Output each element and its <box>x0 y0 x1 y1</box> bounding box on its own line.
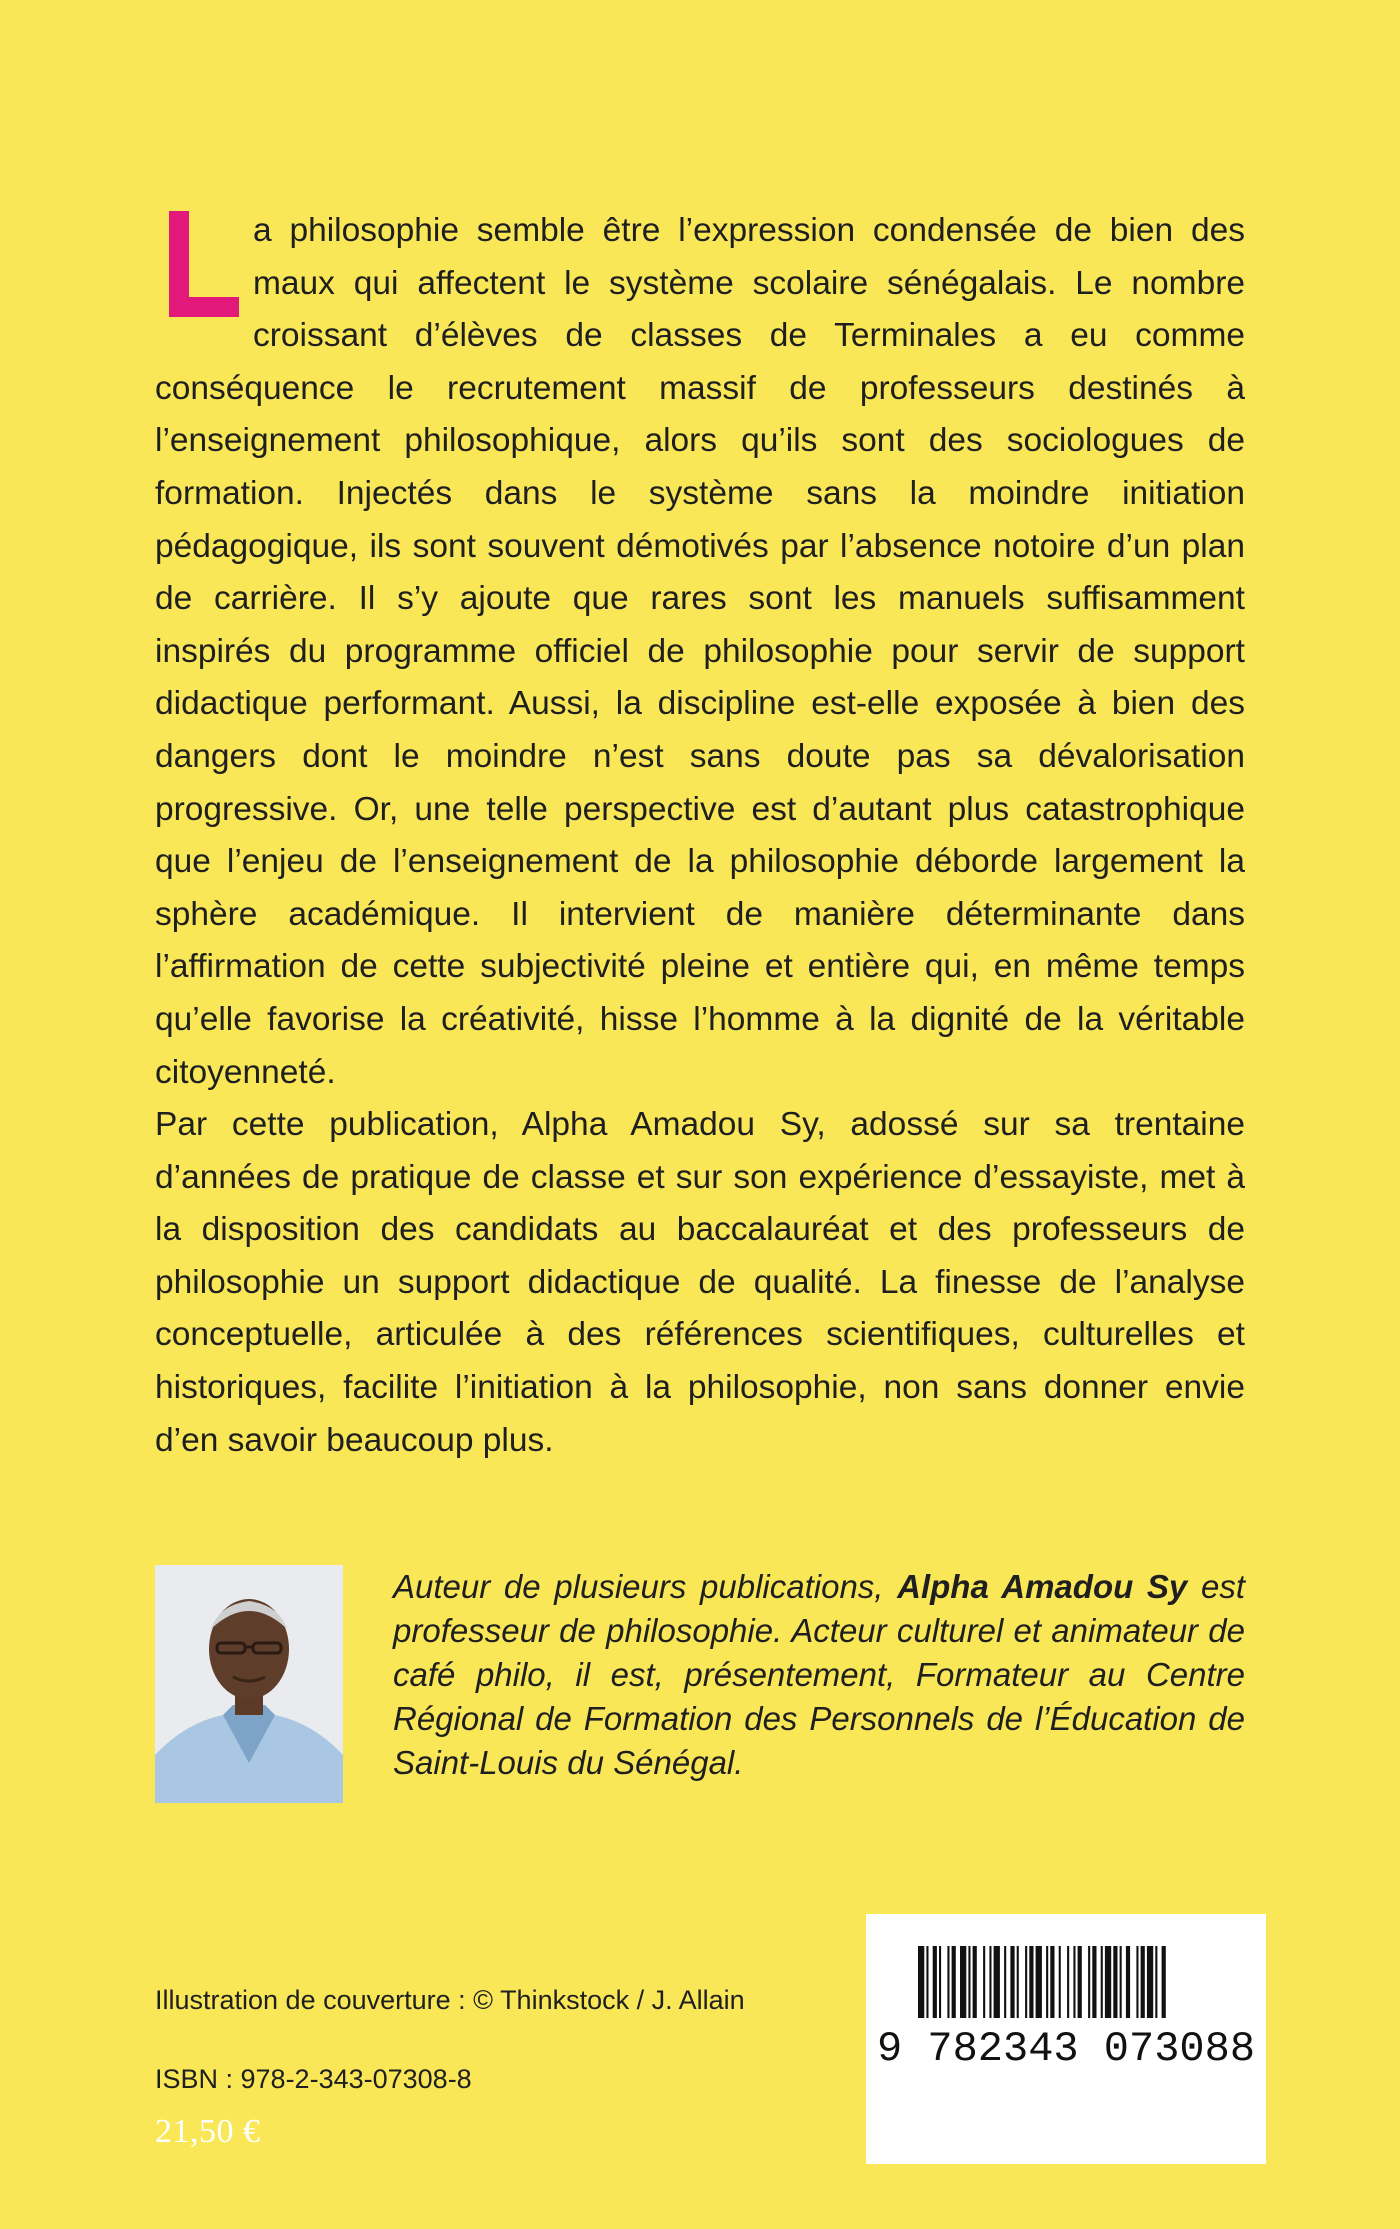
barcode-bar <box>1126 1946 1130 2018</box>
barcode-bar <box>1046 1946 1048 2018</box>
isbn-number: ISBN : 978-2-343-07308-8 <box>155 2064 472 2094</box>
barcode-bar <box>1004 1946 1006 2018</box>
barcode-bar <box>1147 1946 1153 2018</box>
barcode-bar <box>1141 1946 1145 2018</box>
barcode-bar <box>933 1946 937 2018</box>
author-bio <box>393 1565 1245 1785</box>
barcode-bar <box>939 1946 941 2018</box>
blurb-paragraph-1: a philosophie semble être l’expression condensée de bien des maux qui affectent le système scolaire sénégalais. Le nombre croissant d’élèves de classes de Terminales a eu comme conséquence le recrutement massif de professeurs destinés à l’enseignement philosophique, alors qu’ils sont des sociologues de formation. Injectés dans le système sans la moindre initiation pédagogique, ils sont souvent démotivés par l’absence notoire d’un plan de carrière. Il s’y ajoute que rares sont les manuels suffisamment inspirés du programme officiel de philosophie pour servir de support didactique performant. Aussi, la discipline est-elle exposée à bien des dangers dont le moindre n’est sans doute pas sa dévalorisation progressive. Or, une telle perspective est d’autant plus catastrophique que l’enjeu de l’enseignement de la philosophie déborde largement la sphère académique. Il intervient de manière déterminante dans l’affirmation de cette subjectivité pleine et entière qui, en même temps qu’elle favorise la créativité, hisse l’homme à la dignité de la véritable citoyenneté. <box>155 212 1245 1091</box>
author-name: Alpha Amadou Sy <box>897 1568 1188 1605</box>
author-bio-intro: Auteur de plusieurs publications, <box>393 1568 898 1605</box>
author-bio-details: est professeur de philosophie. Acteur culturel et animateur de café philo, il est, présentement, Formateur au Centre Régional de Formation des Personnels de l’Éducation de Saint-Louis du Sénégal. <box>393 1568 1245 1781</box>
barcode-bar <box>1059 1946 1061 2018</box>
barcode-bar <box>989 1946 991 2018</box>
barcode-bar <box>1050 1946 1054 2018</box>
barcode-bar <box>1010 1946 1014 2018</box>
author-photo <box>155 1565 343 1803</box>
barcode-bar <box>1025 1946 1027 2018</box>
barcode-bar <box>1073 1946 1075 2018</box>
barcode <box>866 1914 1266 2164</box>
barcode-bar <box>973 1946 977 2018</box>
barcode-bar <box>918 1946 924 2018</box>
barcode-bar <box>1105 1946 1111 2018</box>
barcode-bar <box>960 1946 966 2018</box>
barcode-bar <box>947 1946 949 2018</box>
author-section <box>155 1565 1245 1805</box>
barcode-bar <box>1155 1946 1157 2018</box>
book-price: 21,50 € <box>155 2113 261 2150</box>
barcode-number: 9 782343 073088 <box>876 2025 1256 2073</box>
barcode-bar <box>1162 1946 1166 2018</box>
barcode-bar <box>983 1946 985 2018</box>
barcode-bar <box>1136 1946 1138 2018</box>
back-cover-blurb <box>155 205 1245 1467</box>
barcode-bar <box>994 1946 1000 2018</box>
barcode-bar <box>968 1946 970 2018</box>
barcode-bar <box>1067 1946 1069 2018</box>
barcode-bar <box>926 1946 928 2018</box>
barcode-bar <box>1092 1946 1096 2018</box>
barcode-bar <box>1120 1946 1122 2018</box>
barcode-bar <box>1101 1946 1103 2018</box>
blurb-paragraph-2: Par cette publication, Alpha Amadou Sy, adossé sur sa trentaine d’années de pratique de classe et sur son expérience d’essayiste, met à la disposition des candidats au baccalauréat et des professeurs de philosophie un support didactique de qualité. La finesse de l’analyse conceptuelle, articulée à des références scientifiques, culturelles et historiques, facilite l’initiation à la philosophie, non sans donner envie d’en savoir beaucoup plus. <box>155 1106 1245 1459</box>
barcode-bar <box>1036 1946 1042 2018</box>
barcode-bar <box>1078 1946 1082 2018</box>
barcode-bar <box>1029 1946 1033 2018</box>
barcode-bar <box>1113 1946 1117 2018</box>
drop-cap-letter <box>169 211 239 317</box>
cover-illustration-credit: Illustration de couverture : © Thinkstock / J. Allain <box>155 1985 745 2015</box>
barcode-bar <box>1017 1946 1019 2018</box>
author-portrait-icon <box>155 1565 343 1803</box>
barcode-bar <box>1088 1946 1090 2018</box>
barcode-bar <box>952 1946 956 2018</box>
barcode-icon <box>866 1914 1266 2164</box>
